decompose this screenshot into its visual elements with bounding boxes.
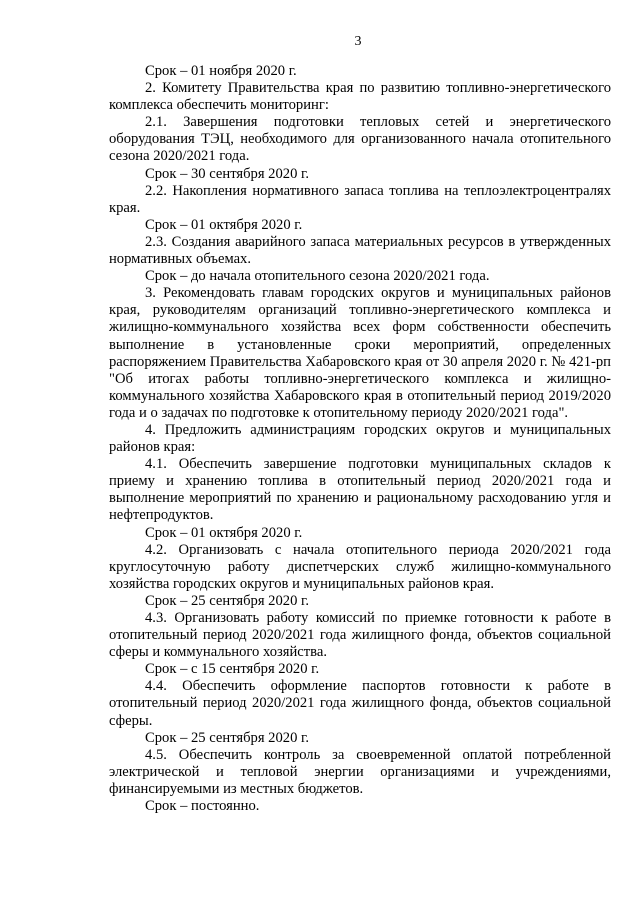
page-number: 3: [354, 34, 362, 49]
clause-2-2: 2.2. Накопления нормативного запаса топлива на теплоэлектроцентралях края.: [109, 182, 611, 216]
deadline-line: Срок – 30 сентября 2020 г.: [145, 165, 310, 182]
deadline-line: Срок – постоянно.: [145, 798, 260, 815]
clause-4-5: 4.5. Обеспечить контроль за своевременной оплатой потребленной электрической и тепловой энергии организациями и учреждениями, финансируемыми из местных бюджетов.: [109, 746, 611, 797]
deadline-line: Срок – 01 ноября 2020 г.: [145, 63, 297, 79]
deadline-line: Срок – 01 октября 2020 г.: [145, 216, 303, 233]
clause-2-3: 2.3. Создания аварийного запаса материальных ресурсов в утвержденных нормативных объемах.: [109, 233, 611, 268]
clause-4-4: 4.4. Обеспечить оформление паспортов готовности к работе в отопительный период 2020/2021 года жилищного фонда, объектов социальной сферы.: [109, 678, 611, 729]
deadline-line: Срок – до начала отопительного сезона 2020/2021 года.: [145, 268, 490, 285]
deadline-line: Срок – 25 сентября 2020 г.: [145, 592, 310, 609]
clause-3: 3. Рекомендовать главам городских округов и муниципальных районов края, руководителям организаций топливно-энергетического комплекса и жилищно-коммунального хозяйства всех форм собственности обеспечить выполнение в установленные сроки мероприятий, определенных распоряжением Правительства Хабаровского края от 30 апреля 2020 г. № 421-рп "Об итогах работы топливно-энергетического комплекса и жилищно-коммунального хозяйства Хабаровского края в отопительный период 2019/2020 года и о задачах по подготовке к отопительному периоду 2020/2021 года".: [109, 285, 611, 421]
clause-4-3: 4.3. Организовать работу комиссий по приемке готовности к работе в отопительный период 2020/2021 года жилищного фонда, объектов социальной сферы и коммунального хозяйства.: [109, 610, 611, 661]
clause-4-2: 4.2. Организовать с начала отопительного периода 2020/2021 года круглосуточную работу диспетчерских служб жилищно-коммунального хозяйства городских округов и муниципальных районов края.: [109, 541, 611, 592]
deadline-line: Срок – 25 сентября 2020 г.: [145, 729, 310, 746]
clause-2: 2. Комитету Правительства края по развитию топливно-энергетического комплекса обеспечить мониторинг:: [109, 80, 611, 114]
deadline-line: Срок – 01 октября 2020 г.: [145, 524, 303, 541]
deadline-line: Срок – с 15 сентября 2020 г.: [145, 661, 320, 678]
document-body: [109, 63, 611, 815]
clause-2-1: 2.1. Завершения подготовки тепловых сетей и энергетического оборудования ТЭЦ, необходимого для организованного начала отопительного сезона 2020/2021 года.: [109, 114, 611, 165]
clause-4: 4. Предложить администрациям городских округов и муниципальных районов края:: [109, 421, 611, 456]
clause-4-1: 4.1. Обеспечить завершение подготовки муниципальных складов к приему и хранению топлива в отопительный период 2020/2021 года и выполнение мероприятий по хранению и рациональному расходованию угля и нефтепродуктов.: [109, 456, 611, 524]
